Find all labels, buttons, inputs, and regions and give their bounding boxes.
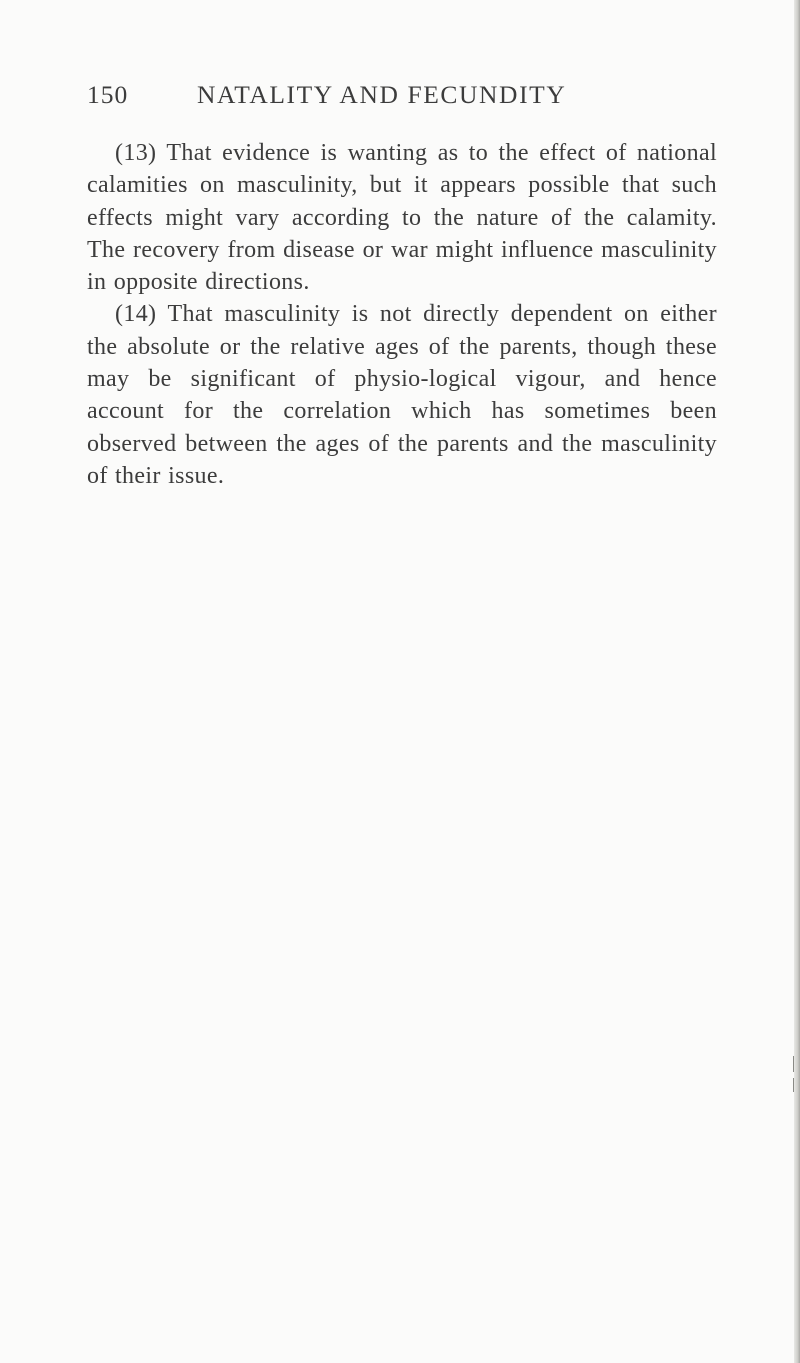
edge-mark: [793, 1078, 794, 1092]
paragraph-13: [87, 137, 717, 298]
paragraph-text: That evidence is wanting as to the effect of national calamities on masculinity, but it appears possible that such effects might vary according to the nature of the calamity. The recovery from disease or war might influence masculinity in opposite directions.: [87, 140, 718, 296]
paragraph-number: (14): [115, 301, 157, 328]
paragraph-number: (13): [115, 140, 157, 166]
page-number: 150: [87, 80, 129, 109]
running-title: NATALITY AND FECUNDITY: [197, 80, 567, 109]
page-edge-shadow: [794, 0, 800, 1363]
paragraph-14: [87, 298, 717, 492]
body-text: [87, 137, 717, 492]
running-head: [87, 80, 727, 110]
paragraph-text: That masculinity is not directly dependent on either the absolute or the relative ages of the parents, though these may be significant of physio-logical vigour, and hence account for the correlation which has sometimes been observed between the ages of the parents and the masculinity of their issue.: [87, 301, 717, 489]
edge-mark: [793, 1056, 794, 1072]
